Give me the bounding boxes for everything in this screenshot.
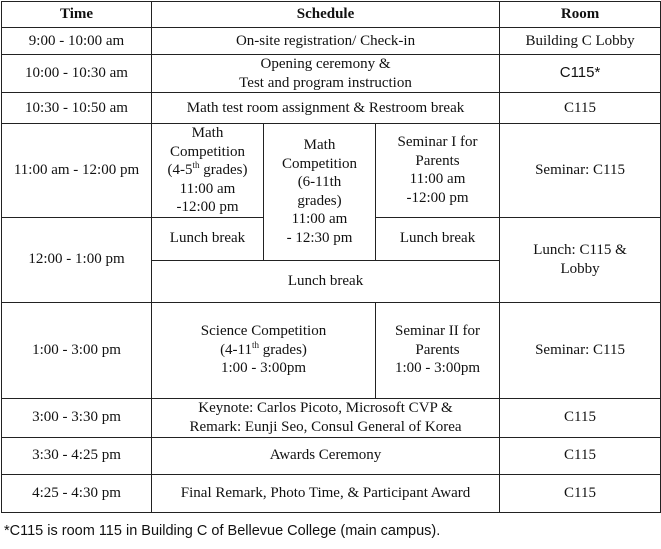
- table-row: [2, 28, 661, 55]
- room-cell: C115*: [500, 55, 661, 93]
- cell-line: - 12:30 pm: [286, 229, 353, 246]
- cell-line: Math: [191, 125, 224, 141]
- time-cell: 3:00 - 3:30 pm: [2, 398, 152, 437]
- time-cell: 3:30 - 4:25 pm: [2, 437, 152, 474]
- schedule-table: [1, 1, 661, 513]
- table-row: [2, 474, 661, 512]
- time-cell: 10:30 - 10:50 am: [2, 93, 152, 124]
- event-line: Keynote: Carlos Picoto, Microsoft CVP &: [198, 400, 453, 416]
- cell-line: (4-11: [220, 341, 252, 358]
- event-cell: Awards Ceremony: [152, 437, 500, 474]
- cell-line: (4-5: [167, 162, 193, 178]
- table-row: [2, 55, 661, 93]
- event-cell: [152, 55, 500, 93]
- event-line: Test and program instruction: [239, 74, 412, 91]
- seminar-1-cell: [376, 124, 500, 218]
- room-cell: Seminar: C115: [500, 302, 661, 398]
- room-cell: [500, 217, 661, 302]
- header-schedule: Schedule: [152, 2, 500, 28]
- lunch-cell: Lunch break: [376, 217, 500, 260]
- cell-line: 11:00 am: [409, 171, 466, 188]
- math-competition-6-11-cell: [264, 124, 376, 261]
- header-room: Room: [500, 2, 661, 28]
- cell-line: Math: [303, 137, 336, 154]
- cell-line: grades): [199, 162, 248, 178]
- cell-line: 11:00 am: [291, 211, 348, 228]
- room-cell: Building C Lobby: [500, 28, 661, 55]
- cell-line: (6-11th: [297, 174, 342, 191]
- time-cell: 11:00 am - 12:00 pm: [2, 124, 152, 218]
- time-cell: 4:25 - 4:30 pm: [2, 474, 152, 512]
- room-cell: Seminar: C115: [500, 124, 661, 218]
- cell-line: Lobby: [560, 260, 600, 277]
- event-cell: On-site registration/ Check-in: [152, 28, 500, 55]
- event-cell: [152, 398, 500, 437]
- time-cell: 1:00 - 3:00 pm: [2, 302, 152, 398]
- table-row: [2, 124, 661, 218]
- cell-line: 11:00 am: [179, 180, 236, 197]
- superscript: th: [192, 160, 200, 170]
- cell-line: grades): [297, 192, 342, 209]
- cell-line: Seminar I for: [397, 134, 478, 151]
- cell-line: 1:00 - 3:00pm: [221, 360, 306, 377]
- cell-line: Lunch: C115 &: [533, 242, 627, 258]
- header-time: Time: [2, 2, 152, 28]
- cell-line: Competition: [282, 155, 357, 172]
- cell-line: Competition: [170, 143, 245, 160]
- math-competition-4-5-cell: [152, 124, 264, 218]
- footnote: *C115 is room 115 in Building C of Bellevue College (main campus).: [4, 523, 441, 539]
- seminar-2-cell: [376, 302, 500, 398]
- room-cell: C115: [500, 474, 661, 512]
- time-cell: 10:00 - 10:30 am: [2, 55, 152, 93]
- room-cell: C115: [500, 398, 661, 437]
- event-cell: Math test room assignment & Restroom break: [152, 93, 500, 124]
- lunch-cell: Lunch break: [152, 217, 264, 260]
- cell-line: -12:00 pm: [406, 189, 469, 206]
- cell-line: Parents: [415, 341, 460, 358]
- event-cell: Final Remark, Photo Time, & Participant Award: [152, 474, 500, 512]
- superscript: th: [252, 339, 260, 350]
- cell-line: Seminar II for: [395, 323, 480, 340]
- table-row: [2, 437, 661, 474]
- lunch-cell: Lunch break: [152, 260, 500, 302]
- table-row: [2, 398, 661, 437]
- science-competition-cell: [152, 302, 376, 398]
- time-cell: 9:00 - 10:00 am: [2, 28, 152, 55]
- room-cell: C115: [500, 93, 661, 124]
- table-row: [2, 302, 661, 398]
- table-row: [2, 93, 661, 124]
- cell-line: Parents: [415, 152, 460, 169]
- room-cell: C115: [500, 437, 661, 474]
- event-line: Opening ceremony &: [260, 56, 391, 72]
- time-cell: 12:00 - 1:00 pm: [2, 217, 152, 302]
- cell-line: -12:00 pm: [176, 199, 239, 215]
- table-header-row: [2, 2, 661, 28]
- cell-line: 1:00 - 3:00pm: [395, 360, 481, 377]
- cell-line: Science Competition: [200, 323, 327, 340]
- cell-line: grades): [259, 341, 307, 358]
- event-line: Remark: Eunji Seo, Consul General of Korea: [189, 418, 462, 435]
